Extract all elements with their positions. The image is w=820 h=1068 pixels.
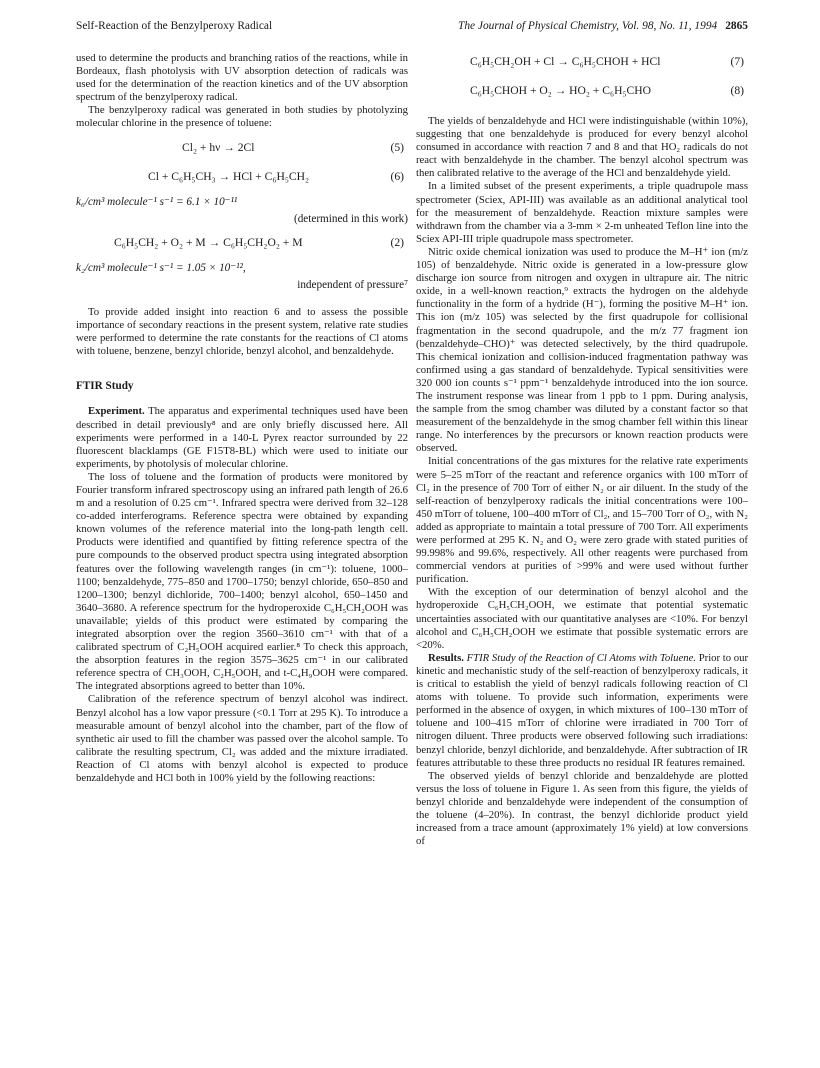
equation-number: (8) [730, 84, 744, 97]
paragraph: In a limited subset of the present experiments, a triple quadrupole mass spectrometer (Sciex, API-III) was available as an additional analytical tool for the measurement of benzaldehyde. Reaction mixture samples were withdrawn from the chamber via a 3-mm × 2-m unheated Teflon line into the Sciex API-III triple quadrupole mass spectrometer. [416, 180, 748, 245]
run-in-heading: Experiment. [88, 405, 145, 418]
left-column [76, 52, 408, 785]
paragraph: To provide added insight into reaction 6 and to assess the possible importance of secondary reactions in the present system, relative rate studies were performed to determine the rate constants for the reactions of Cl atoms with toluene, benzene, benzyl chloride, benzyl alcohol, and benzaldehyde. [76, 305, 408, 358]
rate-constant-note: (determined in this work) [293, 212, 408, 225]
paragraph: The loss of toluene and the formation of products were monitored by Fourier transform infrared spectroscopy using an infrared path length of 26.6 m and a resolution of 0.25 cm⁻¹. Infrared spectra were derived from 32–128 co-added interferograms. Reference spectra were obtained by expanding known volumes of the reference material into the long-path length cell. Products were identified and quantified by fitting reference spectra of the pure compounds to the observed product spectra using integrated absorption features over the following wavelength ranges (in cm⁻¹): toluene, 1000–1100; benzaldehyde, 775–850 and 1700–1750; benzyl chloride, 650–850 and 1200–1300; benzyl dichloride, 700–1400; benzyl alcohol, 650–1450 and 3640–3680. A reference spectrum for the hydroperoxide C₆H₅CH₂OOH was unavailable; yields of this product were estimated by comparing the integrated absorption over the region 3560–3610 cm⁻¹ with that of a calibrated spectrum of C₂H₅OOH acquired earlier.⁸ To check this approach, the absorption features in the region 3575–3625 cm⁻¹ in our calibrated reference spectra of CH₃OOH, C₂H₅OOH, and t-C₄H₉OOH were compared. The integrated absorptions agreed to better than 10%. [76, 470, 408, 693]
equation-formula: C₆H₅CHOH + O₂ → HO₂ + C₆H₅CHO [470, 84, 651, 97]
paragraph: With the exception of our determination of benzyl alcohol and the hydroperoxide C₆H₅CH₂OOH, we estimate that potential systematic uncertainties associated with our quantitative analyses are <10%. For benzyl alcohol and C₆H₅CH₂OOH we estimate that possible systematic errors are <20%. [416, 586, 748, 651]
journal-name: The Journal of Physical Chemistry, Vol. 98, No. 11, 1994 [457, 20, 718, 32]
paragraph: Calibration of the reference spectrum of benzyl alcohol was indirect. Benzyl alcohol has a low vapor pressure (<0.1 Torr at 295 K). To introduce a measurable amount of benzyl alcohol into the chamber, part of the flow of synthetic air used to fill the chamber was passed over the alcohol sample. To calibrate the resulting spectrum, Cl₂ was added and the mixture irradiated. Reaction of Cl atoms with benzyl alcohol is expected to produce benzaldehyde and HCl both in 100% yield by the following reactions: [76, 693, 408, 785]
paragraph-text: The apparatus and experimental techniques used have been described in detail previously⁸ and are only briefly discussed here. All experiments were performed in a 140-L Pyrex reactor surrounded by 22 fluorescent blacklamps (GE F15T8-BL) which were used to initiate our experiments, by photolysis of molecular chlorine. [76, 405, 408, 470]
equation-8 [416, 81, 748, 103]
equation-2 [76, 233, 408, 255]
run-in-heading: Results. [428, 651, 464, 664]
equation-formula: Cl + C₆H₅CH₃ → HCl + C₆H₅CH₂ [148, 169, 310, 183]
paragraph: used to determine the products and branching ratios of the reactions, while in Bordeaux, flash photolysis with UV absorption detection of radicals was used for the determination of the reaction kinetics and of the UV absorption spectrum of the benzylperoxy radical. [76, 52, 408, 104]
equation-number: (6) [390, 169, 404, 183]
right-column [416, 52, 748, 848]
equation-5 [76, 138, 408, 160]
rate-constant-k2: k₂/cm³ molecule⁻¹ s⁻¹ = 1.05 × 10⁻¹², [76, 261, 246, 274]
paragraph [416, 652, 748, 770]
equation-number: (2) [390, 235, 404, 249]
equation-number: (5) [390, 140, 404, 154]
equation-6 [76, 167, 408, 189]
running-header [76, 20, 748, 38]
paragraph: Nitric oxide chemical ionization was used to produce the M–H⁺ ion (m/z 105) of benzaldehyde. Nitric oxide is generated in a low-pressure glow discharge ion source from nitrogen and oxygen in ultrapure air. The nitric oxide, in a well-known reaction,⁹ extracts the hydrogen on the aldehyde functionality in the form of a hydride (H⁻), forming the positive M–H⁺ ion. This ion (m/z 105) was selected by the first quadrupole for collisional fragmentation in the second quadrupole, and the m/z 77 fragment ion (benzaldehyde–CHO)⁺ was detected selectively, by the third quadrupole. This chemical ionization and collision-induced fragmentation pathway was confirmed using a gas standard of benzaldehyde. Typical sensitivities were 320 000 ion counts s⁻¹ ppm⁻¹ benzaldehyde introduced into the ion source. The instrument response was linear from 1 ppb to 1 ppm. During analysis, the sample from the smog chamber was diluted by a constant factor so that measurement of the benzaldehyde in the smog chamber fell within this linear range. No interferences by the precursors or known reaction products were observed. [416, 245, 748, 455]
equation-number: (7) [730, 55, 744, 68]
equation-formula: C₆H₅CH₂ + O₂ + M → C₆H₅CH₂O₂ + M [114, 235, 303, 249]
paragraph [76, 405, 408, 470]
equation-formula: Cl₂ + hν → 2Cl [182, 140, 255, 154]
rate-constant-note: independent of pressure⁷ [297, 278, 408, 291]
paragraph: The benzylperoxy radical was generated in both studies by photolyzing molecular chlorine in the presence of toluene: [76, 104, 408, 130]
paragraph: The yields of benzaldehyde and HCl were indistinguishable (within 10%), suggesting that one benzaldehyde is produced for every benzyl alcohol consumed in accordance with reaction 7 and 8 and that HO₂ radicals do not react with benzaldehyde in the chamber. The benzyl alcohol spectrum was then calibrated relative to the average of the HCl and benzaldehyde yield. [416, 115, 748, 180]
page-number: 2865 [725, 20, 748, 32]
running-title: Self-Reaction of the Benzylperoxy Radical [76, 20, 273, 32]
subsection-title: FTIR Study of the Reaction of Cl Atoms with Toluene. [466, 651, 696, 664]
rate-constant-k6: k₆/cm³ molecule⁻¹ s⁻¹ = 6.1 × 10⁻¹¹ [76, 195, 238, 208]
equation-formula: C₆H₅CH₂OH + Cl → C₆H₅CHOH + HCl [470, 55, 661, 68]
paragraph-text: Prior to our kinetic and mechanistic study of the self-reaction of benzylperoxy radicals, it is critical to establish the yield of benzyl radicals following reaction of Cl atoms with toluene. To provide such information, experiments were performed in the absence of oxygen, in which mixtures of 100–130 mTorr of toluene and 100–415 mTorr of chlorine were irradiated in 700 Torr of nitrogen diluent. Three products were observed following such irradiations: benzyl chloride, benzyl dichloride, and benzaldehyde. After subtraction of IR features attributable to these three products no residual IR features remained. [416, 651, 749, 769]
section-heading: FTIR Study [76, 380, 134, 393]
equation-7 [416, 52, 748, 74]
journal-citation [458, 20, 748, 32]
paragraph: Initial concentrations of the gas mixtures for the relative rate experiments were 5–25 mTorr of the reactant and reference organics with 100 mTorr of Cl₂ in the presence of 700 Torr of either N₂ or air diluent. In the study of the self-reaction of benzylperoxy radicals the initial concentrations were 100–450 mTorr of toluene, 100–400 mTorr of Cl₂, and 15–700 Torr of O₂, with N₂ added as appropriate to maintain a total pressure of 700 Torr. All experiments were performed at 295 K. N₂ and O₂ were zero grade with stated purities of 99.998% and 99.6%, respectively. All other reagents were purchased from commercial vendors at purities of >99% and were used without further purification. [416, 455, 748, 586]
paragraph: The observed yields of benzyl chloride and benzaldehyde are plotted versus the loss of toluene in Figure 1. As seen from this figure, the yields of benzyl chloride and benzaldehyde were independent of the consumption of the toluene (4–20%). In contrast, the benzyl dichloride product yield increased from a trace amount (approximately 1% yield) at low conversions of [416, 769, 748, 848]
